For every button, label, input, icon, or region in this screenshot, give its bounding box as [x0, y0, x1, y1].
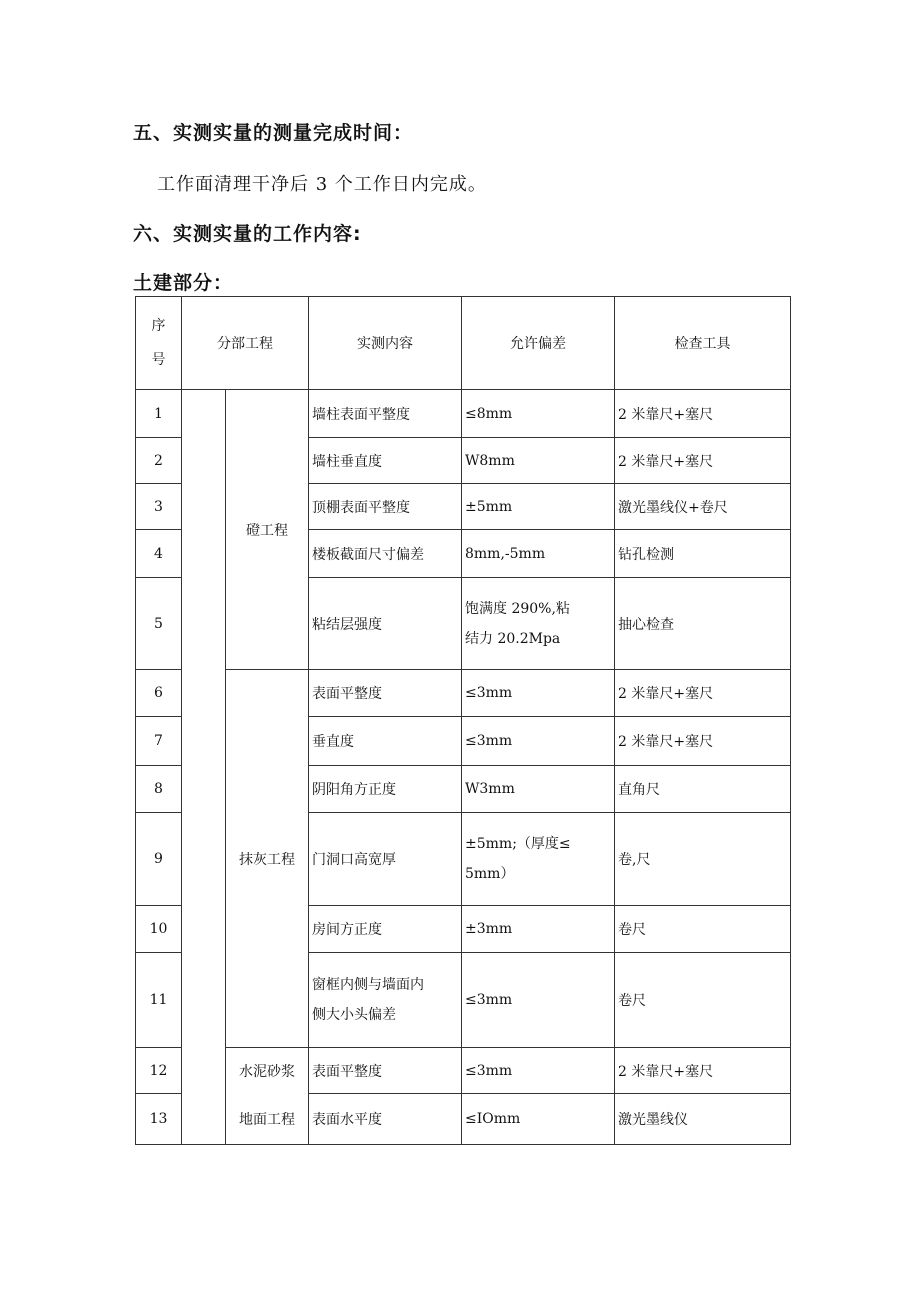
tolerance-cell: ±5mm	[462, 484, 615, 530]
row-number: 12	[136, 1048, 182, 1094]
tool-cell: 激光墨线仪+卷尺	[615, 484, 791, 530]
table-row	[136, 390, 791, 438]
content-cell: 墙柱表面平整度	[309, 390, 462, 438]
tool-cell: 2 米靠尺+塞尺	[615, 1048, 791, 1094]
content-cell: 顶棚表面平整度	[309, 484, 462, 530]
tolerance-cell	[462, 813, 615, 906]
header-content: 实测内容	[309, 297, 462, 390]
tolerance-line2: 结力 20.2Mpa	[465, 630, 561, 647]
row-number: 5	[136, 578, 182, 670]
tool-cell: 钻孔检测	[615, 530, 791, 578]
row-number: 7	[136, 717, 182, 766]
group-floor-line1: 水泥砂浆	[239, 1064, 295, 1080]
group-masonry: 磴工程	[226, 390, 309, 670]
tool-cell: 2 米靠尺+塞尺	[615, 717, 791, 766]
content-cell: 表面平整度	[309, 1048, 462, 1094]
row-number: 1	[136, 390, 182, 438]
tolerance-cell: W8mm	[462, 438, 615, 484]
tolerance-cell: ≤3mm	[462, 1048, 615, 1094]
section-5-body: 工作面清理干净后 3 个工作日内完成。	[157, 174, 487, 195]
content-cell: 楼板截面尺寸偏差	[309, 530, 462, 578]
tolerance-line2: 5mm）	[465, 866, 515, 882]
tolerance-cell: ≤3mm	[462, 670, 615, 717]
row-number: 10	[136, 906, 182, 953]
tolerance-cell: ≤IOmm	[462, 1094, 615, 1145]
tool-cell: 2 米靠尺+塞尺	[615, 670, 791, 717]
division-blank-cell	[182, 390, 226, 1145]
content-cell	[309, 953, 462, 1048]
tool-cell: 直角尺	[615, 766, 791, 813]
tolerance-cell: ≤8mm	[462, 390, 615, 438]
tool-cell: 卷尺	[615, 953, 791, 1048]
header-tool: 检查工具	[615, 297, 791, 390]
row-number: 13	[136, 1094, 182, 1145]
row-number: 6	[136, 670, 182, 717]
header-seq	[136, 297, 182, 390]
group-floor	[226, 1048, 309, 1145]
tolerance-cell: ≤3mm	[462, 953, 615, 1048]
table-row	[136, 670, 791, 717]
tool-cell: 卷尺	[615, 906, 791, 953]
tool-cell: 卷,尺	[615, 813, 791, 906]
group-floor-line2: 地面工程	[239, 1112, 295, 1128]
tolerance-line1: ±5mm;（厚度≤	[465, 836, 571, 852]
content-cell: 垂直度	[309, 717, 462, 766]
inspection-table	[135, 296, 791, 1145]
content-cell: 阴阳角方正度	[309, 766, 462, 813]
content-line2: 侧大小头偏差	[312, 1007, 396, 1023]
tolerance-cell: ±3mm	[462, 906, 615, 953]
header-division: 分部工程	[182, 297, 309, 390]
content-cell: 墙柱垂直度	[309, 438, 462, 484]
row-number: 8	[136, 766, 182, 813]
table-header-row	[136, 297, 791, 390]
row-number: 11	[136, 953, 182, 1048]
content-cell: 门洞口高宽厚	[309, 813, 462, 906]
tool-cell: 2 米靠尺+塞尺	[615, 390, 791, 438]
tool-cell: 激光墨线仪	[615, 1094, 791, 1145]
tool-cell: 抽心检查	[615, 578, 791, 670]
section-6-heading: 六、实测实量的工作内容:	[133, 223, 362, 245]
tolerance-cell: 8mm,-5mm	[462, 530, 615, 578]
table-row	[136, 1048, 791, 1094]
row-number: 2	[136, 438, 182, 484]
tolerance-cell: ≤3mm	[462, 717, 615, 766]
tolerance-cell: W3mm	[462, 766, 615, 813]
content-cell: 表面水平度	[309, 1094, 462, 1145]
row-number: 3	[136, 484, 182, 530]
group-plaster: 抹灰工程	[226, 670, 309, 1048]
row-number: 9	[136, 813, 182, 906]
content-line1: 窗框内侧与墙面内	[312, 977, 424, 993]
section-5-heading: 五、实测实量的测量完成时间：	[133, 122, 414, 144]
tolerance-cell	[462, 578, 615, 670]
row-number: 4	[136, 530, 182, 578]
header-tolerance: 允许偏差	[462, 297, 615, 390]
header-seq-line1: 序	[151, 318, 166, 334]
content-cell: 房间方正度	[309, 906, 462, 953]
content-cell: 粘结层强度	[309, 578, 462, 670]
content-cell: 表面平整度	[309, 670, 462, 717]
civil-works-heading: 土建部分：	[133, 272, 234, 294]
tool-cell: 2 米靠尺+塞尺	[615, 438, 791, 484]
tolerance-line1: 饱满度 290%,粘	[465, 600, 570, 617]
header-seq-line2: 号	[151, 352, 166, 368]
